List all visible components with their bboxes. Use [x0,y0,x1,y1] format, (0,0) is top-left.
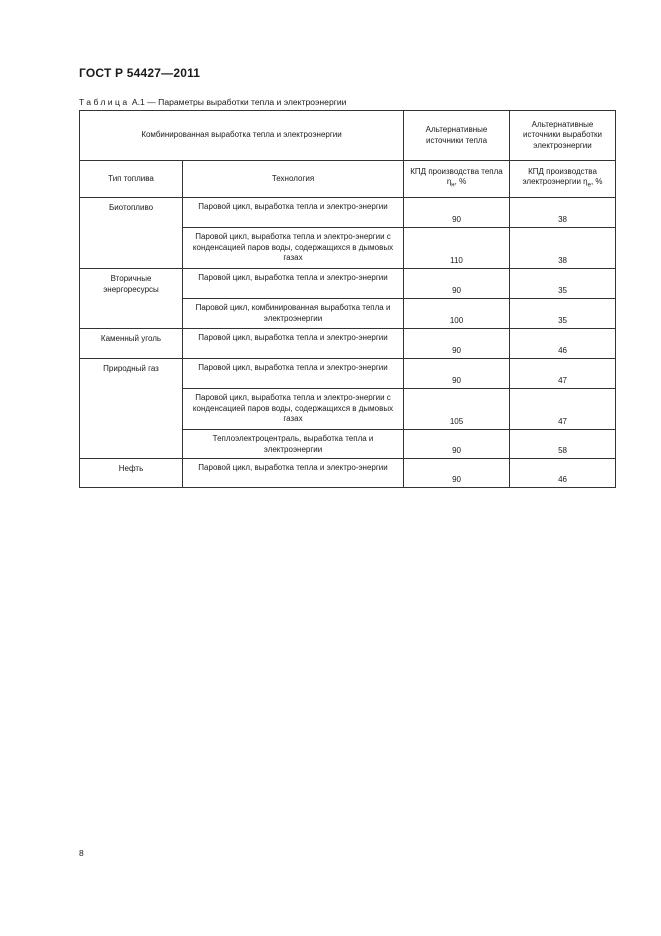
power-efficiency-cell: 46 [510,459,616,488]
power-efficiency-cell: 47 [510,389,616,430]
header-alt-heat: Альтернативные источники тепла [404,111,510,161]
fuel-cell: Вторичные энергоресурсы [80,269,183,329]
table-caption-text: А.1 — Параметры выработки тепла и электроэнергии [131,97,347,107]
power-efficiency-cell: 35 [510,299,616,329]
header-fuel-type: Тип топлива [80,161,183,198]
fuel-cell: Биотопливо [80,198,183,269]
power-efficiency-cell: 35 [510,269,616,299]
technology-cell: Теплоэлектроцентраль, выработка тепла и электроэнергии [183,430,404,459]
table-caption [79,97,346,107]
heat-efficiency-cell: 105 [404,389,510,430]
header-heat-efficiency: КПД производства тепла $\eta_н$, % [404,161,510,198]
technology-cell: Паровой цикл, выработка тепла и электро-энергии [183,359,404,389]
technology-cell: Паровой цикл, выработка тепла и электро-энергии [183,198,404,228]
header-combined: Комбинированная выработка тепла и электроэнергии [80,111,404,161]
heat-efficiency-cell: 90 [404,269,510,299]
parameters-table [79,110,616,488]
header-power-efficiency: КПД производства электроэнергии $\eta_е$, % [510,161,616,198]
heat-efficiency-cell: 90 [404,198,510,228]
technology-cell: Паровой цикл, выработка тепла и электро-энергии с конденсацией паров воды, содержащихся в дымовых газах [183,389,404,430]
heat-efficiency-cell: 110 [404,228,510,269]
heat-efficiency-cell: 90 [404,459,510,488]
technology-cell: Паровой цикл, выработка тепла и электро-энергии [183,459,404,488]
table-row [80,359,616,389]
power-efficiency-cell: 47 [510,359,616,389]
table-row [80,459,616,488]
heat-efficiency-cell: 90 [404,329,510,359]
header-alt-power: Альтернативные источники выработки электроэнергии [510,111,616,161]
power-efficiency-cell: 38 [510,198,616,228]
header-technology: Технология [183,161,404,198]
fuel-cell: Каменный уголь [80,329,183,359]
table-header-row-1 [80,111,616,161]
heat-efficiency-cell: 90 [404,359,510,389]
technology-cell: Паровой цикл, выработка тепла и электро-энергии с конденсацией паров воды, содержащихся в дымовых газах [183,228,404,269]
technology-cell: Паровой цикл, выработка тепла и электро-энергии [183,269,404,299]
fuel-cell: Нефть [80,459,183,488]
table-row [80,198,616,228]
heat-efficiency-cell: 90 [404,430,510,459]
table-row [80,269,616,299]
technology-cell: Паровой цикл, выработка тепла и электро-энергии [183,329,404,359]
power-efficiency-cell: 58 [510,430,616,459]
table-caption-label: Таблица [79,97,130,107]
table-header-row-2 [80,161,616,198]
power-efficiency-cell: 46 [510,329,616,359]
technology-cell: Паровой цикл, комбинированная выработка тепла и электроэнергии [183,299,404,329]
document-title: ГОСТ Р 54427—2011 [79,66,201,80]
power-efficiency-cell: 38 [510,228,616,269]
page-number: 8 [79,848,84,858]
fuel-cell: Природный газ [80,359,183,459]
table-row [80,329,616,359]
heat-efficiency-cell: 100 [404,299,510,329]
